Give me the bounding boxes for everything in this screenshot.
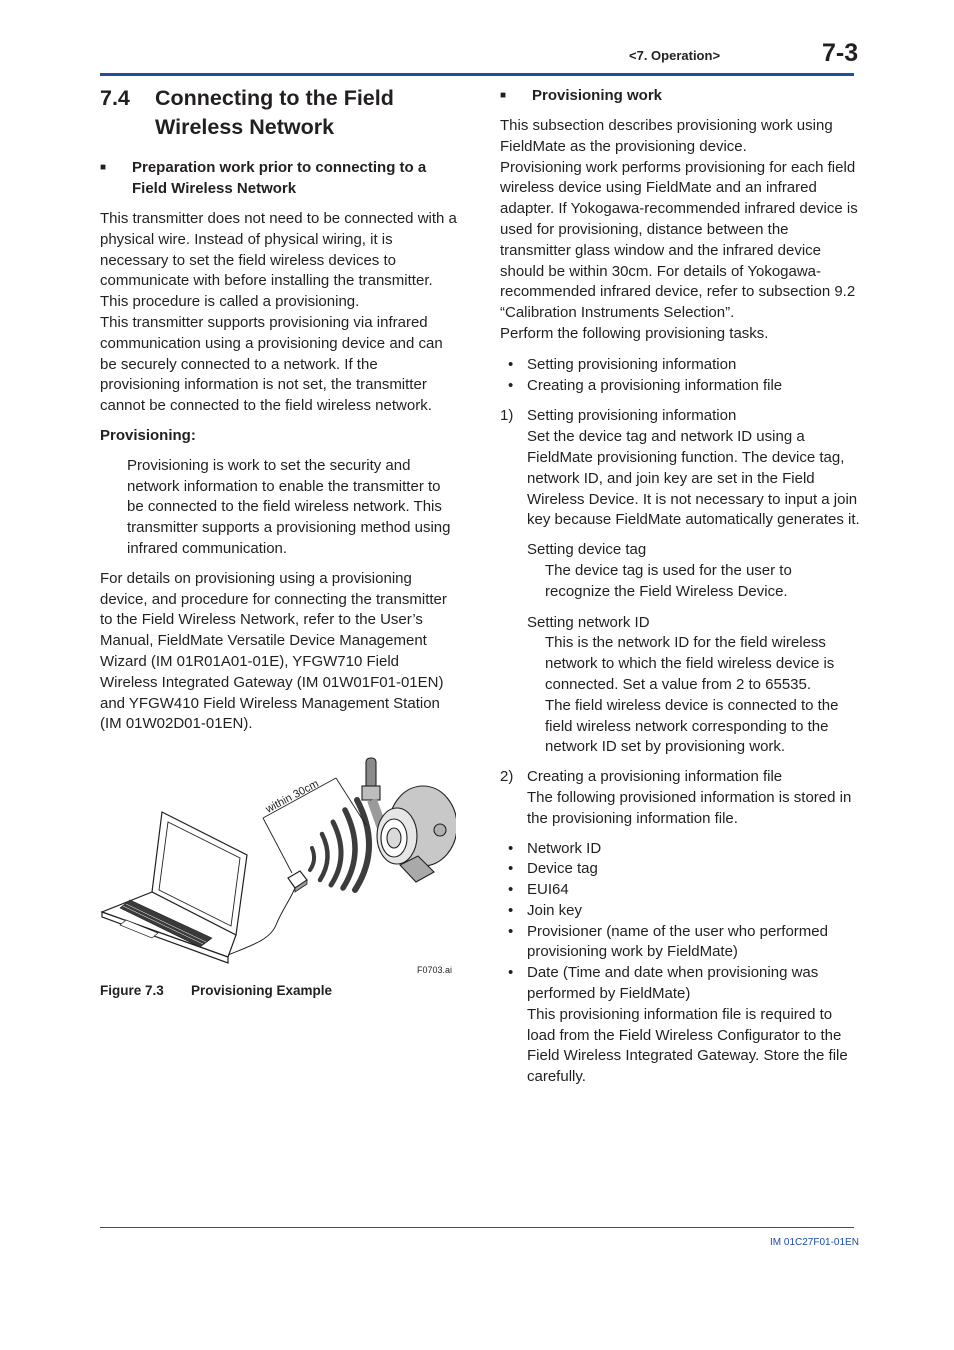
- list-item-text: EUI64: [527, 881, 569, 899]
- figure-number: Figure 7.3: [100, 983, 164, 998]
- device-tag-title: Setting device tag: [527, 541, 647, 559]
- section-title: Connecting to the Field Wireless Network: [155, 86, 394, 139]
- subheading-preparation: [100, 158, 460, 199]
- item-number: 2): [500, 768, 514, 786]
- list-item: • Network ID: [500, 839, 860, 860]
- list-item: • Join key: [500, 901, 860, 922]
- header-rule: [100, 73, 854, 76]
- provisioning-definition: Provisioning is work to set the security and network information to enable the transmitter to be connected to the field wireless network. This transmitter supports a provisioning method using infrared communication.: [127, 456, 451, 557]
- list-item-text: Network ID: [527, 839, 602, 857]
- paragraph: Provisioning work performs provisioning for each field wireless device using FieldMate and an infrared adapter. If Yokogawa-recommended infrared device is used for provisioning, distance between the transmitter glass window and the infrared device should be within 30cm. For details of Yokogawa-recommended infrared device, refer to subsection 9.2 “Calibration Instruments Selection”.: [500, 158, 858, 322]
- list-item-text: Provisioner (name of the user who performed provisioning work by FieldMate): [527, 922, 828, 961]
- figure-title: Provisioning Example: [191, 983, 333, 998]
- right-column: [500, 84, 860, 1088]
- list-item: • Device tag: [500, 859, 860, 880]
- task-list: [500, 355, 860, 397]
- closing-note: This provisioning information file is required to load from the Field Wireless Configurator to the Field Wireless Integrated Gateway. Store the file carefully.: [527, 1005, 848, 1086]
- list-item-text: Setting provisioning information: [527, 355, 737, 373]
- info-list: [500, 839, 860, 1005]
- square-bullet-icon: ■: [500, 90, 507, 101]
- document-id: IM 01C27F01-01EN: [770, 1237, 859, 1248]
- provisioning-figure: [100, 750, 456, 980]
- network-id-description-2: The field wireless device is connected to the field wireless network corresponding to the network ID set by provisioning work.: [545, 696, 839, 756]
- list-item: • Provisioner (name of the user who performed provisioning work by FieldMate): [500, 922, 860, 964]
- footer-rule: [100, 1227, 854, 1228]
- left-column: [100, 84, 460, 735]
- distance-label: within 30cm: [263, 777, 321, 816]
- provisioning-label: Provisioning:: [100, 426, 196, 444]
- paragraph: This transmitter supports provisioning via infrared communication using a provisioning device and can be securely connected to a network. If the provisioning information is not set, the transmitter cannot be connected to the field wireless network.: [100, 313, 443, 415]
- paragraph: For details on provisioning using a provisioning device, and procedure for connecting the transmitter to the Field Wireless Network, refer to the User’s Manual, FieldMate Versatile Device Management Wizard (IM 01R01A01-01E), YFGW710 Field Wireless Integrated Gateway (IM 01W01F01-01EN) and YFGW410 Field Wireless Management Station (IM 01W02D01-01EN).: [100, 569, 447, 733]
- paragraph: This transmitter does not need to be connected with a physical wire. Instead of physical wiring, it is necessary to set the field wireless devices to communicate with before installing the transmitter. This procedure is called a provisioning.: [100, 210, 457, 311]
- square-bullet-icon: ■: [100, 162, 107, 173]
- paragraph: This subsection describes provisioning work using FieldMate as the provisioning device.: [500, 117, 833, 155]
- device-tag-description: The device tag is used for the user to recognize the Field Wireless Device.: [545, 561, 792, 600]
- subheading-provisioning-work: [500, 84, 860, 108]
- list-item: • Creating a provisioning information file: [500, 376, 860, 397]
- paragraph: Perform the following provisioning tasks.: [500, 324, 769, 342]
- figure-code: F0703.ai: [417, 965, 453, 975]
- list-item-text: Creating a provisioning information file: [527, 376, 783, 394]
- header-section-title: <7. Operation>: [629, 48, 721, 63]
- network-id-title: Setting network ID: [527, 613, 650, 631]
- item-description: The following provisioned information is stored in the provisioning information file.: [527, 788, 852, 827]
- network-id-description: This is the network ID for the field wireless network to which the field wireless device is connected. Set a value from 2 to 65535.: [545, 634, 835, 693]
- section-heading: [100, 84, 460, 141]
- transmitter-illustration: [362, 758, 456, 882]
- figure-caption: [100, 981, 332, 1000]
- subheading-text: Provisioning work: [532, 87, 663, 104]
- numbered-item-2: [500, 767, 860, 788]
- list-item-text: Date (Time and date when provisioning was performed by FieldMate): [527, 964, 819, 1003]
- laptop-illustration: [102, 812, 295, 963]
- item-title: Setting provisioning information: [527, 407, 737, 425]
- subheading-text: Preparation work prior to connecting to a Field Wireless Network: [132, 159, 427, 197]
- list-item-text: Join key: [527, 901, 583, 919]
- infrared-wave-icon: [310, 800, 369, 890]
- list-item-text: Device tag: [527, 860, 598, 878]
- numbered-item-1: [500, 406, 860, 427]
- item-number: 1): [500, 407, 514, 425]
- section-number: 7.4: [100, 86, 130, 110]
- page-number: 7-3: [822, 39, 859, 67]
- item-description: Set the device tag and network ID using a FieldMate provisioning function. The device tag, network ID, and join key are set in the Field Wireless Device. It is not necessary to input a join key because FieldMate automatically generates it.: [527, 428, 860, 529]
- list-item: • EUI64: [500, 880, 860, 901]
- list-item: • Setting provisioning information: [500, 355, 860, 376]
- item-title: Creating a provisioning information file: [527, 768, 783, 786]
- infrared-adapter-icon: [288, 871, 307, 892]
- list-item: • Date (Time and date when provisioning was performed by FieldMate): [500, 963, 860, 1005]
